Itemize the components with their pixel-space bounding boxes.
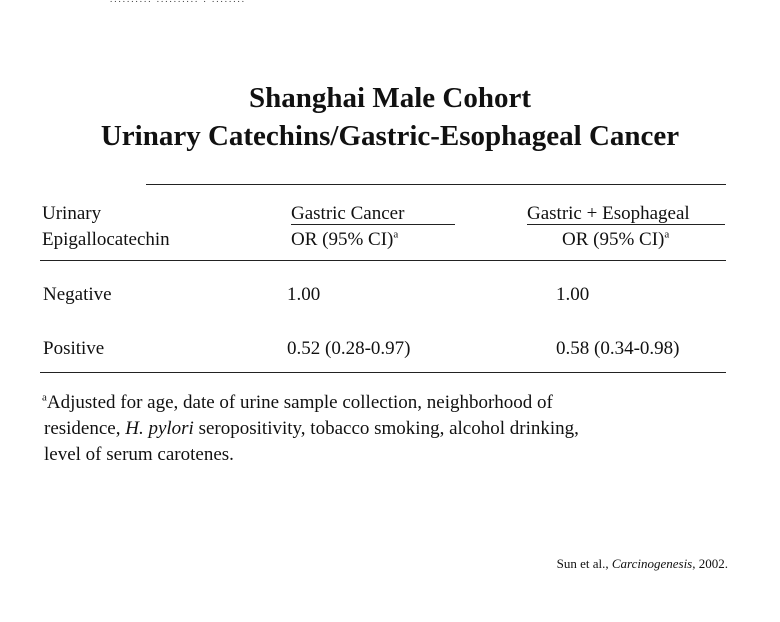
header-col3-underline xyxy=(527,224,725,225)
row-positive-gastric-esophageal: 0.58 (0.34-0.98) xyxy=(556,338,680,359)
slide-title-line1: Shanghai Male Cohort xyxy=(249,82,531,114)
scan-artifact xyxy=(110,0,246,4)
header-col1-line2: Epigallocatechin xyxy=(42,229,170,250)
header-col1-line1: Urinary xyxy=(42,203,102,224)
table-bottom-rule xyxy=(40,372,726,373)
citation: Sun et al., Carcinogenesis, 2002. xyxy=(556,556,728,571)
footnote-line2: residence, H. pylori seropositivity, tobacco smoking, alcohol drinking, xyxy=(44,418,579,439)
header-col3-line2: OR (95% CI)$^a$ xyxy=(562,228,670,250)
header-col2-underline xyxy=(291,224,455,225)
row-positive-gastric: 0.52 (0.28-0.97) xyxy=(287,338,411,359)
footnote-line1: $^a$Adjusted for age, date of urine sample collection, neighborhood of xyxy=(42,391,553,413)
row-negative-gastric-esophageal: 1.00 xyxy=(556,284,590,305)
row-negative-label: Negative xyxy=(43,284,112,305)
row-positive-label: Positive xyxy=(43,338,105,359)
footnote-line3: level of serum carotenes. xyxy=(44,444,234,465)
header-col3-line1: Gastric + Esophageal xyxy=(527,203,690,224)
row-negative-gastric: 1.00 xyxy=(287,284,321,305)
footnote-marker: a xyxy=(42,391,47,404)
slide-title-line2: Urinary Catechins/Gastric-Esophageal Cancer xyxy=(100,120,680,152)
table-top-rule xyxy=(146,184,726,185)
header-bottom-rule xyxy=(40,260,726,261)
header-col2-line1: Gastric Cancer xyxy=(291,203,405,224)
header-col2-line2: OR (95% CI)$^a$ xyxy=(291,228,399,250)
